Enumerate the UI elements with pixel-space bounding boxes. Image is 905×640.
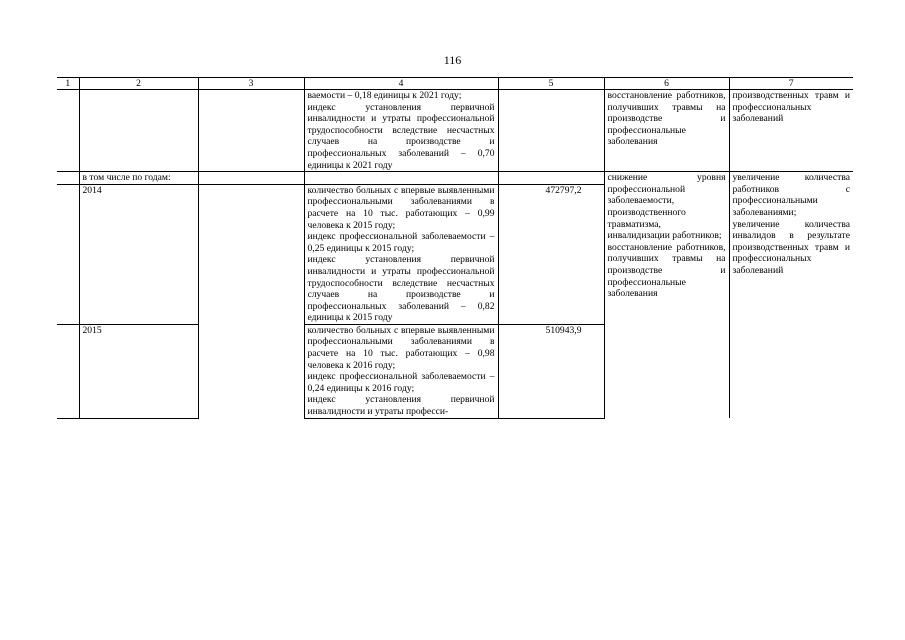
cell-empty [198,90,304,172]
cell-empty [498,90,604,172]
years-label: в том числе по годам: [79,172,198,185]
cell-empty [198,172,304,185]
year-cell: 2015 [79,324,198,418]
column-number: 4 [304,78,498,90]
page-number: 116 [443,53,462,67]
program-table [57,77,853,419]
expected-results-cell: снижение уровня профессиональной заболеваемости, производственного травматизма, инвалидизации работников; восстановление работников, получивших травмы на производстве и профессиональные заболевания [604,172,729,418]
column-number: 6 [604,78,729,90]
risks-cell: увеличение количества работников с профессиональными заболеваниями; увеличение количества инвалидов в результате производственных травм и профессиональных заболеваний [729,172,853,418]
funding-amount-cell: 472797,2 [498,184,604,324]
cell-empty [57,90,79,172]
column-numbers-row [57,78,853,90]
column-number: 7 [729,78,853,90]
indicators-cell: ваемости – 0,18 единицы к 2021 году; индекс установления первичной инвалидности и утраты профессиональной трудоспособности вследствие несчастных случаев на производстве и профессиональных заболеваний – 0,70 единицы к 2021 году [304,90,498,172]
risks-cell: производственных травм и профессиональных заболеваний [729,90,853,172]
column-number: 1 [57,78,79,90]
table-row-years-label [57,172,853,185]
indicators-cell: количество больных с впервые выявленными профессиональными заболеваниями в расчете на 10 тыс. работающих – 0,99 человека к 2015 году; индекс профессиональной заболеваемости – 0,25 единицы к 2015 году; индекс установления первичной инвалидности и утраты профессиональной трудоспособности вследствие несчастных случаев на производстве и профессиональных заболеваний – 0,82 единицы к 2015 году [304,184,498,324]
cell-empty [79,90,198,172]
cell-empty [198,184,304,418]
cell-empty [498,172,604,185]
column-number: 2 [79,78,198,90]
cell-empty [57,184,79,324]
year-cell: 2014 [79,184,198,324]
indicators-cell: количество больных с впервые выявленными профессиональными заболеваниями в расчете на 10 тыс. работающих – 0,98 человека к 2016 году; индекс профессиональной заболеваемости – 0,24 единицы к 2016 году; индекс установления первичной инвалидности и утраты професси- [304,324,498,418]
cell-empty [57,172,79,185]
column-number: 3 [198,78,304,90]
cell-empty [57,324,79,418]
cell-empty [304,172,498,185]
expected-results-cell: восстановление работников, получивших травмы на производстве и профессиональные заболевания [604,90,729,172]
funding-amount-cell: 510943,9 [498,324,604,418]
column-number: 5 [498,78,604,90]
table-row-continued [57,90,853,172]
